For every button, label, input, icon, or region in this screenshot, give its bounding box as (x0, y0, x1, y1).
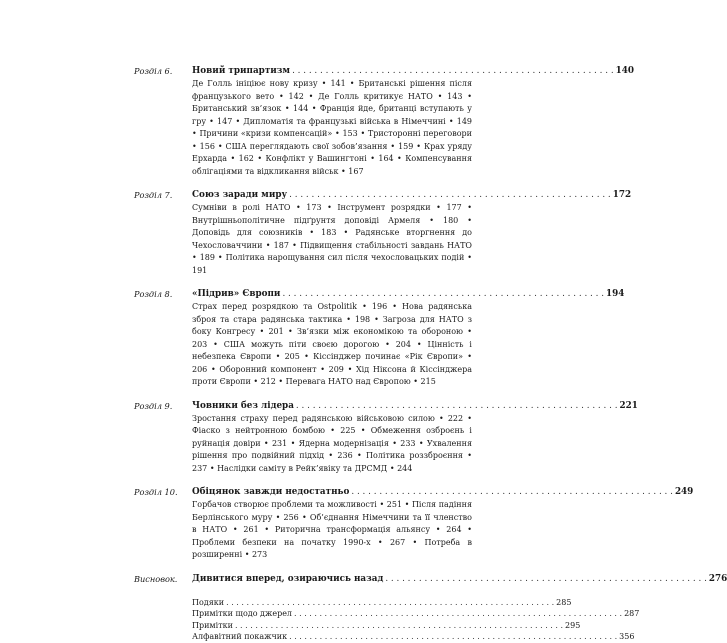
back-matter-page: 285 (556, 597, 572, 607)
chapter-label: Розділ 8. (134, 289, 173, 299)
chapter-page: 194 (606, 289, 625, 299)
chapter-title: Обіцянок завжди недостатньо (192, 487, 350, 497)
chapter-label: Висновок. (134, 573, 178, 584)
back-matter-item (192, 631, 635, 643)
chapter-title: Дивитися вперед, озираючись назад (192, 573, 384, 584)
back-matter-title: Примітки щодо джерел (192, 609, 293, 618)
leader-dots: . . . . . . . . . . . . . . . . . . . . . . . . . . . . . . . . . . . . . . . . . . . . . . . . . . . . . . . . . . . . . . . . . (226, 597, 555, 607)
chapter-entry (134, 289, 625, 389)
chapter-entry (134, 190, 632, 277)
back-matter-item (192, 608, 640, 620)
back-matter-title: Примітки (192, 620, 233, 630)
leader-dots: . . . . . . . . . . . . . . . . . . . . . . . . . . . . . . . . . . . . . . . . . . . . . . . . . . . . . . . . . . (292, 66, 614, 76)
back-matter-item (192, 597, 572, 609)
leader-dots: . . . . . . . . . . . . . . . . . . . . . . . . . . . . . . . . . . . . . . . . . . . . . . . . . . . . . . . . . . . . . . . . . (289, 632, 618, 641)
back-matter-page: 287 (624, 609, 640, 618)
chapter-label: Розділ 6. (134, 66, 173, 76)
chapter-description: Страх перед розрядкою та Ostpolitik • 196 • Нова радянська зброя та стара радянська тактика • 198 • Загроза для НАТО з боку Конгресу • 201 • Зв’язки між економікою та обороною • 203 • США можуть піти своєю дорогою • 204 • Цінність і небезпека Європи • 205 • Кіссінджер починає «Рік Європи» • 206 • Оборонний компонент • 209 • Хід Ніксона й Кіссінджера проти Європи • 212 • Перевага НАТО над Європою • 215 (192, 302, 472, 386)
chapter-title: Союз заради миру (192, 190, 288, 200)
chapter-title: Новий трипартизм (192, 66, 291, 76)
chapter-description: Сумніви в ролі НАТО • 173 • Інструмент розрядки • 177 • Внутрішньополітичне підґрунтя доповіді Армеля • 180 • Доповідь для союзників • 183 • Радянське вторгнення до Чехословаччини • 187 • Підвищення стабільності завдань НАТО • 189 • Політика нарощування сил після чехословацьких подій • 191 (192, 203, 472, 275)
chapter-page: 221 (619, 400, 638, 411)
leader-dots: . . . . . . . . . . . . . . . . . . . . . . . . . . . . . . . . . . . . . . . . . . . . . . . . . . . . . . . . . . (385, 573, 707, 584)
table-of-contents (134, 66, 727, 643)
chapter-description: Де Голль ініціює нову кризу • 141 • Британські рішення після французького вето • 142 • Де Голль критикує НАТО • 143 • Британський зв’язок • 144 • Франція йде, британці вступають у гру • 147 • Дипломатія та французькі війська в Німеччині • 149 • Причини «кризи компенсацій» • 153 • Тристоронні переговори • 156 • США переглядають свої зобов’язання • 159 • Крах уряду Ерхарда • 162 • Конфлікт у Вашингтоні • 164 • Компенсування облігаціями та відкликання військ • 167 (192, 79, 472, 176)
chapter-page: 140 (615, 66, 635, 76)
back-matter-page: 295 (565, 620, 581, 630)
chapter-title: «Підрив» Європи (192, 289, 281, 299)
conclusion-entry (134, 573, 727, 585)
back-matter-page: 356 (619, 632, 635, 641)
chapter-description: Горбачов створює проблеми та можливості • 251 • Після падіння Берлінського муру • 256 • Об’єднання Німеччини та її членство в НАТО • 261 • Риторична трансформація альянсу • 264 • Проблеми безпеки на початку 1990-х • 267 • Потреба в розширенні • 273 (192, 500, 472, 559)
leader-dots: . . . . . . . . . . . . . . . . . . . . . . . . . . . . . . . . . . . . . . . . . . . . . . . . . . . . . . . . . . (282, 289, 605, 299)
chapter-page: 276 (708, 573, 727, 584)
leader-dots: . . . . . . . . . . . . . . . . . . . . . . . . . . . . . . . . . . . . . . . . . . . . . . . . . . . . . . . . . . . . . . . . . (294, 609, 623, 618)
back-matter-title: Подяки (192, 597, 225, 607)
chapter-page: 249 (674, 487, 694, 497)
leader-dots: . . . . . . . . . . . . . . . . . . . . . . . . . . . . . . . . . . . . . . . . . . . . . . . . . . . . . . . . . . (351, 487, 673, 497)
chapter-entry (134, 66, 635, 178)
chapter-entry (134, 400, 638, 476)
chapter-page: 172 (612, 190, 632, 200)
back-matter-item (192, 620, 581, 632)
leader-dots: . . . . . . . . . . . . . . . . . . . . . . . . . . . . . . . . . . . . . . . . . . . . . . . . . . . . . . . . . . (295, 400, 618, 411)
back-matter-title: Алфавітний покажчик (192, 632, 288, 641)
chapter-label: Розділ 9. (134, 400, 173, 411)
chapter-description: Зростання страху перед радянською військовою силою • 222 • Фіаско з нейтронною бомбою • 225 • Обмеження озброєнь і руйнація довіри • 231 • Ядерна модернізація • 233 • Ухвалення рішення про подвійний підхід • 236 • Політика роззброєння • 237 • Наслідки саміту в Рейк’явіку та ДРСМД • 244 (192, 413, 472, 473)
chapter-title: Човники без лідера (192, 400, 294, 411)
back-matter (192, 597, 640, 643)
chapter-entry (134, 487, 694, 562)
leader-dots: . . . . . . . . . . . . . . . . . . . . . . . . . . . . . . . . . . . . . . . . . . . . . . . . . . . . . . . . . . (289, 190, 611, 200)
leader-dots: . . . . . . . . . . . . . . . . . . . . . . . . . . . . . . . . . . . . . . . . . . . . . . . . . . . . . . . . . . . . . . . . . (234, 620, 564, 630)
chapter-label: Розділ 7. (134, 190, 173, 200)
chapter-label: Розділ 10. (134, 487, 178, 497)
